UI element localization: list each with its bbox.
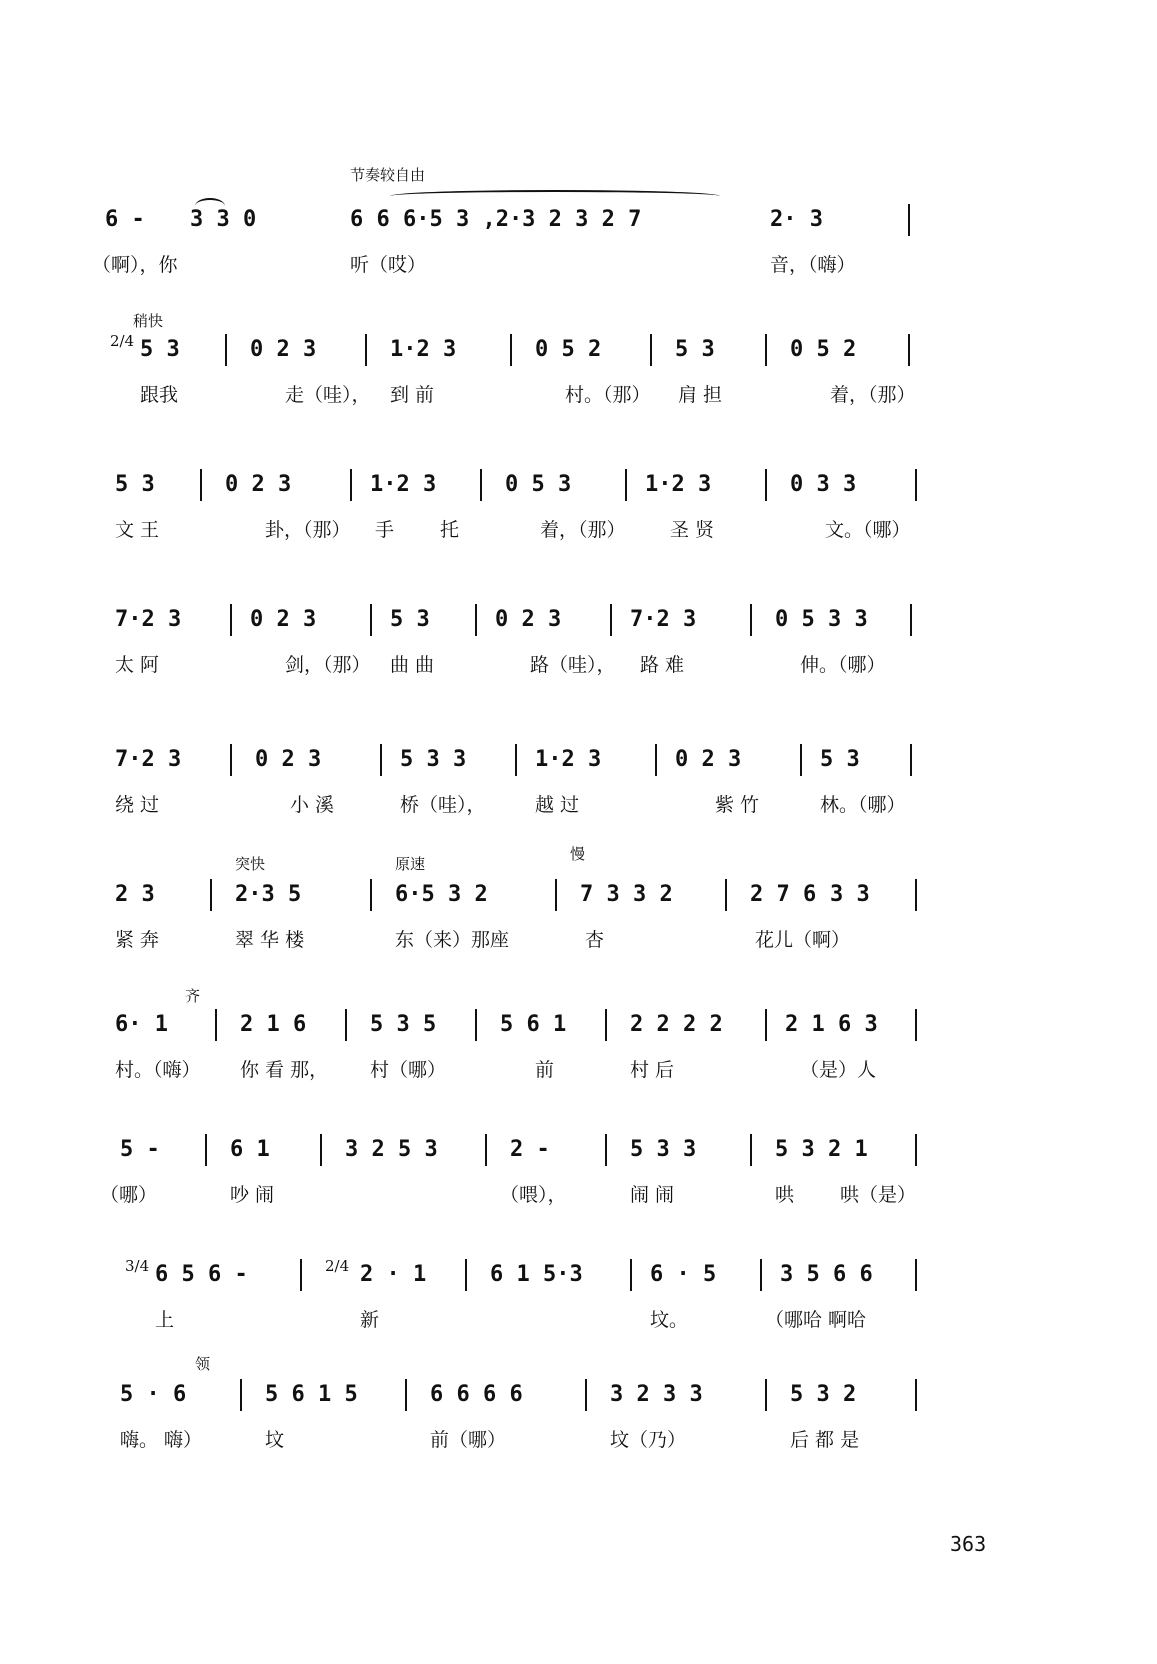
barline: [365, 334, 367, 366]
note-group: 6 · 5: [650, 1262, 717, 1287]
note-group: 2 1 6: [240, 1012, 307, 1037]
tempo-mark: 节奏较自由: [350, 166, 426, 184]
lyric: 紫 竹: [715, 794, 760, 816]
note-group: 3 3 0: [190, 207, 257, 232]
lyric: 越 过: [535, 794, 580, 816]
barline: [750, 604, 752, 636]
barline: [205, 1134, 207, 1166]
barline: [800, 744, 802, 776]
barline: [485, 1134, 487, 1166]
score-system: [100, 1335, 1000, 1455]
note-group: 0 5 3 3: [775, 607, 868, 632]
notes-line: [100, 1375, 1000, 1415]
time-signature: 2/4: [110, 332, 135, 350]
barline: [908, 334, 910, 366]
note-group: 0 2 3: [225, 472, 292, 497]
score-system: [92, 160, 1000, 280]
lyric: 前: [535, 1059, 555, 1081]
lyric: 伸。（哪）: [800, 654, 886, 676]
slur: [390, 190, 720, 202]
tempo-mark: 稍快: [133, 312, 164, 330]
note-group: 7·2 3: [115, 747, 182, 772]
lyric: 到 前: [390, 384, 435, 406]
barline: [585, 1379, 587, 1411]
lyric: 哄: [775, 1184, 795, 1206]
lyric: 后 都 是: [790, 1429, 860, 1451]
barline: [345, 1009, 347, 1041]
time-signature: 3/4: [125, 1257, 150, 1275]
note-group: 3 5 6 6: [780, 1262, 873, 1287]
note-group: 2 3: [115, 882, 155, 907]
note-group: 5 3 3: [630, 1137, 697, 1162]
note-group: 1·2 3: [535, 747, 602, 772]
note-group: 2 1 6 3: [785, 1012, 878, 1037]
barline: [760, 1259, 762, 1291]
barline: [300, 1259, 302, 1291]
tempo-mark: 慢: [570, 845, 586, 863]
score-system: [100, 560, 1000, 680]
lyric: 听（哎）: [350, 254, 427, 276]
note-group: 3 3: [830, 882, 870, 907]
lyric: 村。（那）: [565, 384, 651, 406]
lyric: 你 看 那，: [240, 1059, 329, 1081]
note-group: 2·3 5: [235, 882, 302, 907]
note-group: 0 2 3: [250, 607, 317, 632]
notes-line: [100, 330, 1000, 370]
lyric: （哪哈 啊哈: [765, 1309, 867, 1331]
note-group: 6·5 3 2: [395, 882, 488, 907]
note-group: 5 3: [115, 472, 155, 497]
lyric: 哄（是）: [840, 1184, 917, 1206]
notes-line: [100, 1255, 1000, 1295]
barline: [915, 879, 917, 911]
barline: [765, 1009, 767, 1041]
barline: [630, 1259, 632, 1291]
barline: [510, 334, 512, 366]
lyric: 上: [155, 1309, 175, 1331]
lyric: 跟我: [140, 384, 179, 406]
barline: [765, 334, 767, 366]
notes-line: [100, 875, 1000, 915]
note-group: 5 3 5: [370, 1012, 437, 1037]
barline: [915, 1009, 917, 1041]
notes-line: [100, 600, 1000, 640]
note-group: 1·2 3: [645, 472, 712, 497]
lyric: 文 王: [115, 519, 160, 541]
lyric: 吵 闹: [230, 1184, 275, 1206]
note-group: 0 3 3: [790, 472, 857, 497]
lyrics-line: [100, 1305, 1000, 1335]
note-group: 2 -: [510, 1137, 550, 1162]
note-group: 3 2 3 3: [610, 1382, 703, 1407]
note-group: 0 2 3: [255, 747, 322, 772]
lyric: 路（哇），: [530, 654, 616, 676]
lyric: 卦，（那）: [265, 519, 351, 541]
note-group: 0 5 2: [790, 337, 857, 362]
score-system: [100, 835, 1000, 955]
barline: [370, 879, 372, 911]
note-group: 2 · 1: [360, 1262, 427, 1287]
notes-line: [100, 200, 1000, 240]
barline: [765, 469, 767, 501]
page-number: 363: [950, 1532, 987, 1556]
lyric: 小 溪: [290, 794, 335, 816]
barline: [465, 1259, 467, 1291]
lyrics-line: [100, 380, 1000, 410]
score-system: [100, 700, 1000, 820]
barline: [910, 604, 912, 636]
lyrics-line: [100, 1055, 1000, 1085]
note-group: 0 2 3: [495, 607, 562, 632]
lyric: 村。（嗨）: [115, 1059, 201, 1081]
lyric: 东（来）那座: [395, 929, 510, 951]
note-group: 5 3: [140, 337, 180, 362]
barline: [350, 469, 352, 501]
lyric: 圣 贤: [670, 519, 715, 541]
lyric: 太 阿: [115, 654, 160, 676]
notes-line: [100, 740, 1000, 780]
score-system: [100, 1090, 1000, 1210]
barline: [915, 1134, 917, 1166]
lyric: 走（哇），: [285, 384, 371, 406]
lyrics-line: [100, 1425, 1000, 1455]
barline: [655, 744, 657, 776]
note-group: 6 6 6·5 3 ,2·3 2 3 2 7: [350, 207, 642, 232]
barline: [230, 604, 232, 636]
barline: [200, 469, 202, 501]
lyric: 杏: [585, 929, 605, 951]
note-group: 0 2 3: [675, 747, 742, 772]
note-group: 5 3: [820, 747, 860, 772]
note-group: 0 5 2: [535, 337, 602, 362]
tempo-mark: 突快: [235, 855, 266, 873]
lyric: 着，（那）: [540, 519, 626, 541]
lyrics-line: [100, 515, 1000, 545]
lyrics-line: [100, 790, 1000, 820]
lyric: 村 后: [630, 1059, 675, 1081]
barline: [605, 1134, 607, 1166]
note-group: 5 6 1 5: [265, 1382, 358, 1407]
lyric: 林。（哪）: [820, 794, 906, 816]
tempo-mark: 齐: [185, 987, 201, 1005]
lyrics-line: [100, 650, 1000, 680]
lyric: 花儿（啊）: [755, 929, 851, 951]
barline: [650, 334, 652, 366]
note-group: 2 2 2 2: [630, 1012, 723, 1037]
note-group: 5 3: [675, 337, 715, 362]
lyric: （哪）: [100, 1184, 158, 1206]
barline: [480, 469, 482, 501]
barline: [750, 1134, 752, 1166]
barline: [230, 744, 232, 776]
score-system: [100, 290, 1000, 410]
note-group: 5 3 2 1: [775, 1137, 868, 1162]
slur: [195, 198, 225, 214]
lyric: 着，（那）: [830, 384, 916, 406]
lyric: 剑，（那）: [285, 654, 371, 676]
barline: [515, 744, 517, 776]
note-group: 6 1 5·3: [490, 1262, 583, 1287]
lyric: （是）人: [800, 1059, 877, 1081]
note-group: 5 3 2: [790, 1382, 857, 1407]
barline: [915, 469, 917, 501]
lyrics-line: [100, 1180, 1000, 1210]
note-group: 2· 3: [770, 207, 823, 232]
tempo-mark: 领: [195, 1355, 211, 1373]
notes-line: [100, 1005, 1000, 1045]
barline: [725, 879, 727, 911]
note-group: 5 3 3: [400, 747, 467, 772]
note-group: 5 · 6: [120, 1382, 187, 1407]
note-group: 5 6 1: [500, 1012, 567, 1037]
barline: [908, 204, 910, 236]
barline: [240, 1379, 242, 1411]
barline: [320, 1134, 322, 1166]
lyric: （啊），你: [92, 254, 178, 276]
note-group: 0 5 3: [505, 472, 572, 497]
lyric: 音，（嗨）: [770, 254, 856, 276]
lyric: 前（哪）: [430, 1429, 507, 1451]
lyric: 肩 担: [678, 384, 723, 406]
lyric: 曲 曲: [390, 654, 435, 676]
note-group: 6 5 6 -: [155, 1262, 248, 1287]
lyric: 文。（哪）: [825, 519, 911, 541]
barline: [625, 469, 627, 501]
lyric: 路 难: [640, 654, 685, 676]
tempo-mark: 原速: [395, 855, 426, 873]
barline: [910, 744, 912, 776]
note-group: 6 -: [105, 207, 145, 232]
lyrics-line: [100, 925, 1000, 955]
barline: [610, 604, 612, 636]
note-group: 3 2 5 3: [345, 1137, 438, 1162]
note-group: 2 7 6: [750, 882, 817, 907]
note-group: 6· 1: [115, 1012, 168, 1037]
note-group: 1·2 3: [370, 472, 437, 497]
note-group: 7·2 3: [115, 607, 182, 632]
barline: [210, 879, 212, 911]
lyric: 紧 奔: [115, 929, 160, 951]
note-group: 7 3 3 2: [580, 882, 673, 907]
lyric: 绕 过: [115, 794, 160, 816]
lyric: 新: [360, 1309, 380, 1331]
barline: [380, 744, 382, 776]
score-system: [100, 1215, 1000, 1335]
note-group: 0 2 3: [250, 337, 317, 362]
lyric: 村（哪）: [370, 1059, 447, 1081]
score-system: [100, 965, 1000, 1085]
lyric: 坟: [265, 1429, 285, 1451]
lyrics-line: [92, 250, 1000, 280]
note-group: 5 -: [120, 1137, 160, 1162]
notes-line: [100, 1130, 1000, 1170]
barline: [765, 1379, 767, 1411]
barline: [915, 1259, 917, 1291]
note-group: 1·2 3: [390, 337, 457, 362]
note-group: 6 1: [230, 1137, 270, 1162]
barline: [475, 1009, 477, 1041]
barline: [215, 1009, 217, 1041]
lyric: 托: [440, 519, 460, 541]
time-signature: 2/4: [325, 1257, 350, 1275]
note-group: 6 6 6 6: [430, 1382, 523, 1407]
lyric: 手: [375, 519, 395, 541]
notes-line: [100, 465, 1000, 505]
barline: [555, 879, 557, 911]
lyric: （喂），: [500, 1184, 567, 1206]
barline: [405, 1379, 407, 1411]
note-group: 7·2 3: [630, 607, 697, 632]
lyric: 翠 华 楼: [235, 929, 305, 951]
barline: [370, 604, 372, 636]
lyric: 闹 闹: [630, 1184, 675, 1206]
lyric: 桥（哇），: [400, 794, 486, 816]
barline: [225, 334, 227, 366]
barline: [475, 604, 477, 636]
barline: [605, 1009, 607, 1041]
barline: [915, 1379, 917, 1411]
score-system: [100, 425, 1000, 545]
lyric: 坟（乃）: [610, 1429, 687, 1451]
note-group: 5 3: [390, 607, 430, 632]
lyric: 坟。: [650, 1309, 689, 1331]
lyric: 嗨。 嗨）: [120, 1429, 203, 1451]
